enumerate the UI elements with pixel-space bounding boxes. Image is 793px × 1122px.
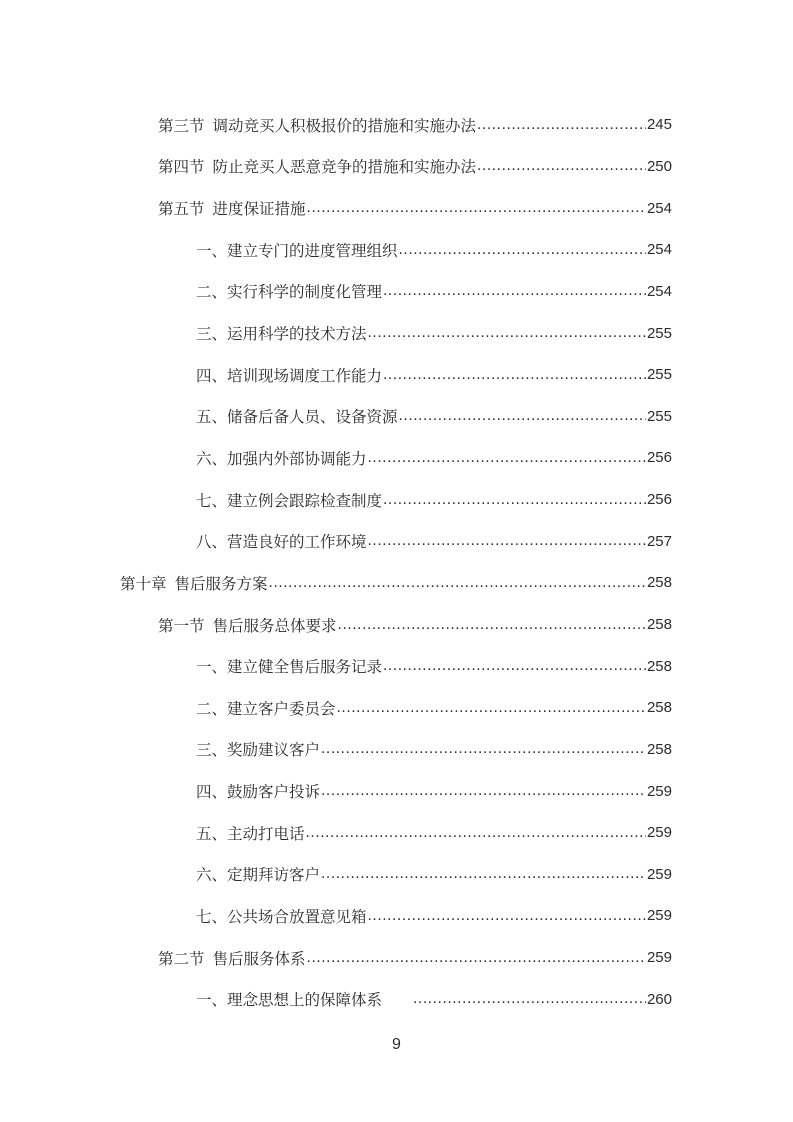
toc-entry-title	[158, 114, 476, 136]
toc-entry-text: 一、建立健全售后服务记录	[196, 658, 383, 677]
toc-entry-title	[158, 614, 337, 636]
toc-entry-page: 259	[646, 782, 672, 800]
toc-entry-title	[196, 405, 398, 427]
toc-entry-title	[158, 155, 476, 177]
dot-leader	[368, 324, 646, 342]
toc-entry[interactable]	[0, 770, 793, 812]
dot-leader	[321, 782, 646, 800]
dot-leader	[383, 657, 646, 675]
dot-leader	[321, 740, 646, 758]
toc-entry-title	[196, 697, 336, 719]
toc-entry-text: 七、建立例会跟踪检查制度	[196, 491, 383, 510]
toc-entry[interactable]	[0, 854, 793, 896]
toc-entry[interactable]	[0, 520, 793, 562]
toc-entry-title	[196, 364, 382, 386]
dot-leader	[399, 407, 646, 425]
toc-entry[interactable]	[0, 645, 793, 687]
toc-entry-text: 调动竞买人积极报价的措施和实施办法	[212, 116, 477, 135]
toc-entry-page: 255	[646, 407, 672, 425]
dot-leader	[307, 949, 646, 967]
toc-entry-page: 258	[646, 699, 672, 717]
toc-entry[interactable]	[0, 687, 793, 729]
toc-entry[interactable]	[0, 187, 793, 229]
toc-entry-title	[196, 530, 367, 552]
dot-leader	[321, 865, 646, 883]
dot-leader	[306, 824, 646, 842]
toc-entry-title	[196, 655, 382, 677]
dot-leader	[413, 990, 646, 1008]
toc-entry-text: 一、建立专门的进度管理组织	[196, 241, 398, 260]
toc-entry[interactable]	[0, 354, 793, 396]
toc-entry-text: 七、公共场合放置意见箱	[196, 907, 367, 926]
toc-entry[interactable]	[0, 562, 793, 604]
toc-entry-text: 售后服务总体要求	[212, 616, 337, 635]
toc-entry[interactable]	[0, 729, 793, 771]
toc-entry-text: 一、理念思想上的保障体系	[196, 991, 383, 1010]
toc-entry-text: 售后服务体系	[212, 949, 306, 968]
toc-entry-text: 进度保证措施	[212, 200, 306, 219]
toc-entry-prefix: 第五节	[158, 200, 205, 219]
toc-entry-prefix: 第一节	[158, 616, 205, 635]
toc-entry-title	[196, 988, 382, 1010]
toc-entry-page: 250	[646, 157, 672, 175]
toc-entry-title	[196, 822, 305, 844]
toc-entry-prefix: 第四节	[158, 158, 205, 177]
dot-leader	[368, 449, 646, 467]
toc-entry-page: 258	[646, 657, 672, 675]
toc-entry-page: 255	[646, 324, 672, 342]
page-number: 9	[392, 1036, 401, 1053]
toc-entry-page: 258	[646, 574, 672, 592]
toc-entry-text: 三、奖励建议客户	[196, 741, 321, 760]
toc-entry-prefix: 第十章	[120, 574, 167, 593]
dot-leader	[269, 574, 646, 592]
table-of-contents	[0, 104, 793, 1020]
toc-entry[interactable]	[0, 229, 793, 271]
toc-entry[interactable]	[0, 812, 793, 854]
toc-entry-page: 259	[646, 865, 672, 883]
toc-entry-page: 254	[646, 282, 672, 300]
dot-leader	[383, 282, 646, 300]
toc-entry[interactable]	[0, 146, 793, 188]
toc-entry-text: 五、储备后备人员、设备资源	[196, 408, 398, 427]
toc-entry-prefix: 第三节	[158, 116, 205, 135]
toc-entry-page: 254	[646, 199, 672, 217]
toc-entry[interactable]	[0, 479, 793, 521]
toc-entry-title	[158, 947, 306, 969]
toc-entry-title	[196, 780, 320, 802]
toc-entry[interactable]	[0, 271, 793, 313]
toc-entry-text: 售后服务方案	[174, 574, 268, 593]
toc-entry[interactable]	[0, 104, 793, 146]
toc-entry-text: 四、鼓励客户投诉	[196, 783, 321, 802]
toc-entry-text: 八、营造良好的工作环境	[196, 533, 367, 552]
toc-entry-page: 258	[646, 740, 672, 758]
toc-entry-text: 三、运用科学的技术方法	[196, 325, 367, 344]
toc-entry-prefix: 第二节	[158, 949, 205, 968]
toc-entry-page: 254	[646, 241, 672, 259]
dot-leader	[383, 491, 646, 509]
toc-entry[interactable]	[0, 895, 793, 937]
toc-entry-title	[196, 738, 320, 760]
dot-leader	[337, 699, 646, 717]
toc-entry-text: 二、实行科学的制度化管理	[196, 283, 383, 302]
toc-entry-page: 255	[646, 366, 672, 384]
toc-entry[interactable]	[0, 395, 793, 437]
toc-entry-page: 259	[646, 907, 672, 925]
toc-entry[interactable]	[0, 978, 793, 1020]
toc-entry-page: 257	[646, 532, 672, 550]
toc-entry[interactable]	[0, 937, 793, 979]
toc-entry-title	[196, 863, 320, 885]
toc-entry-page: 256	[646, 449, 672, 467]
dot-leader	[368, 907, 646, 925]
toc-entry[interactable]	[0, 437, 793, 479]
toc-entry-page: 245	[646, 116, 672, 134]
dot-leader	[368, 532, 646, 550]
dot-leader	[307, 199, 646, 217]
toc-entry-page: 259	[646, 949, 672, 967]
toc-entry-title	[196, 322, 367, 344]
toc-entry[interactable]	[0, 312, 793, 354]
toc-entry-text: 五、主动打电话	[196, 824, 305, 843]
toc-entry-page: 259	[646, 824, 672, 842]
toc-entry-page: 260	[646, 990, 672, 1008]
toc-entry-page: 258	[646, 616, 672, 633]
toc-entry[interactable]	[0, 604, 793, 646]
toc-entry-text: 防止竞买人恶意竞争的措施和实施办法	[212, 158, 477, 177]
toc-entry-title	[120, 572, 268, 594]
toc-entry-title	[196, 905, 367, 927]
dot-leader	[477, 116, 646, 134]
toc-entry-title	[196, 280, 382, 302]
toc-entry-text: 六、定期拜访客户	[196, 866, 321, 885]
dot-leader	[399, 241, 646, 259]
dot-leader	[338, 616, 646, 634]
toc-entry-page: 256	[646, 491, 672, 509]
dot-leader	[383, 366, 646, 384]
toc-entry-title	[158, 197, 306, 219]
toc-entry-text: 二、建立客户委员会	[196, 699, 336, 718]
toc-entry-text: 四、培训现场调度工作能力	[196, 366, 383, 385]
dot-leader	[477, 157, 646, 175]
toc-entry-title	[196, 239, 398, 261]
toc-entry-text: 六、加强内外部协调能力	[196, 449, 367, 468]
toc-entry-title	[196, 447, 367, 469]
toc-entry-title	[196, 489, 382, 511]
